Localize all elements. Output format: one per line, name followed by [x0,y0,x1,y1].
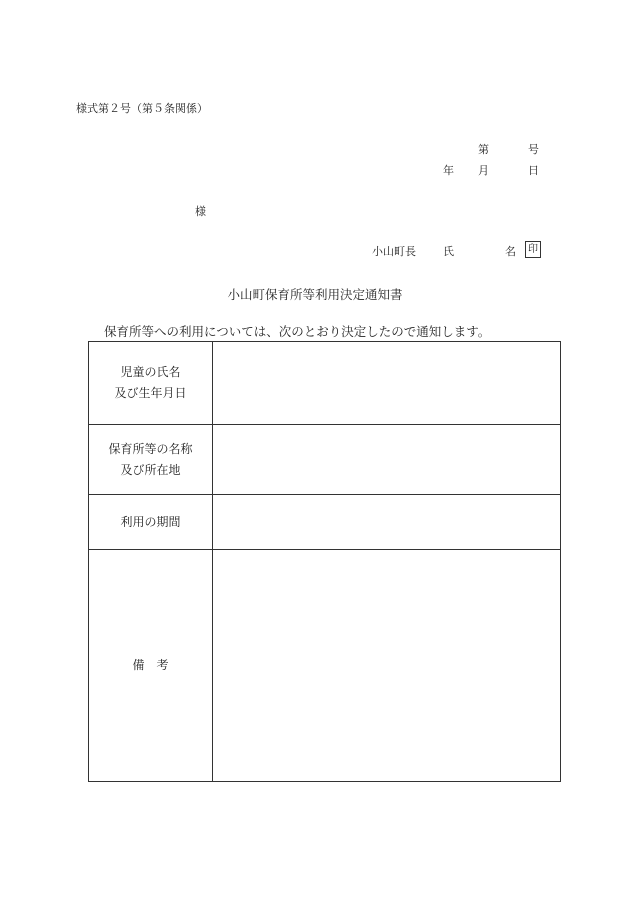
usage-period-field[interactable] [213,495,561,550]
row-label-child [89,342,213,425]
label-line: 及び生年月日 [114,386,187,400]
document-number-prefix: 第 [478,143,489,156]
row-label-period [89,495,213,550]
issuer-name-label-first: 氏 [443,245,454,258]
table-row [89,550,561,782]
document-number-suffix: 号 [528,143,539,156]
intro-text: 保育所等への利用については、次のとおり決定したので通知します。 [104,324,491,339]
document-title: 小山町保育所等利用決定通知書 [227,287,403,302]
issuer-title: 小山町長 [372,245,416,258]
table-row [89,425,561,495]
label-line: 利用の期間 [120,514,181,529]
remarks-field[interactable] [213,550,561,782]
label-line: 及び所在地 [120,462,181,477]
seal-mark: 印 [525,241,541,258]
form-number: 様式第２号（第５条関係） [76,102,208,115]
date-year-label: 年 [443,164,454,177]
row-label-facility [89,425,213,495]
table-row [89,342,561,425]
table-row [89,495,561,550]
label-line: 保育所等の名称 [108,441,193,456]
recipient-honorific: 様 [195,205,206,218]
row-label-remarks [89,550,213,782]
date-month-label: 月 [478,164,489,177]
issuer-name-label-last: 名 [505,245,516,258]
label-line: 備 考 [132,658,169,672]
facility-name-address-field[interactable] [213,425,561,495]
child-name-birthdate-field[interactable] [213,342,561,425]
form-table [88,341,561,782]
date-day-label: 日 [528,164,539,177]
label-line: 児童の氏名 [120,365,181,379]
